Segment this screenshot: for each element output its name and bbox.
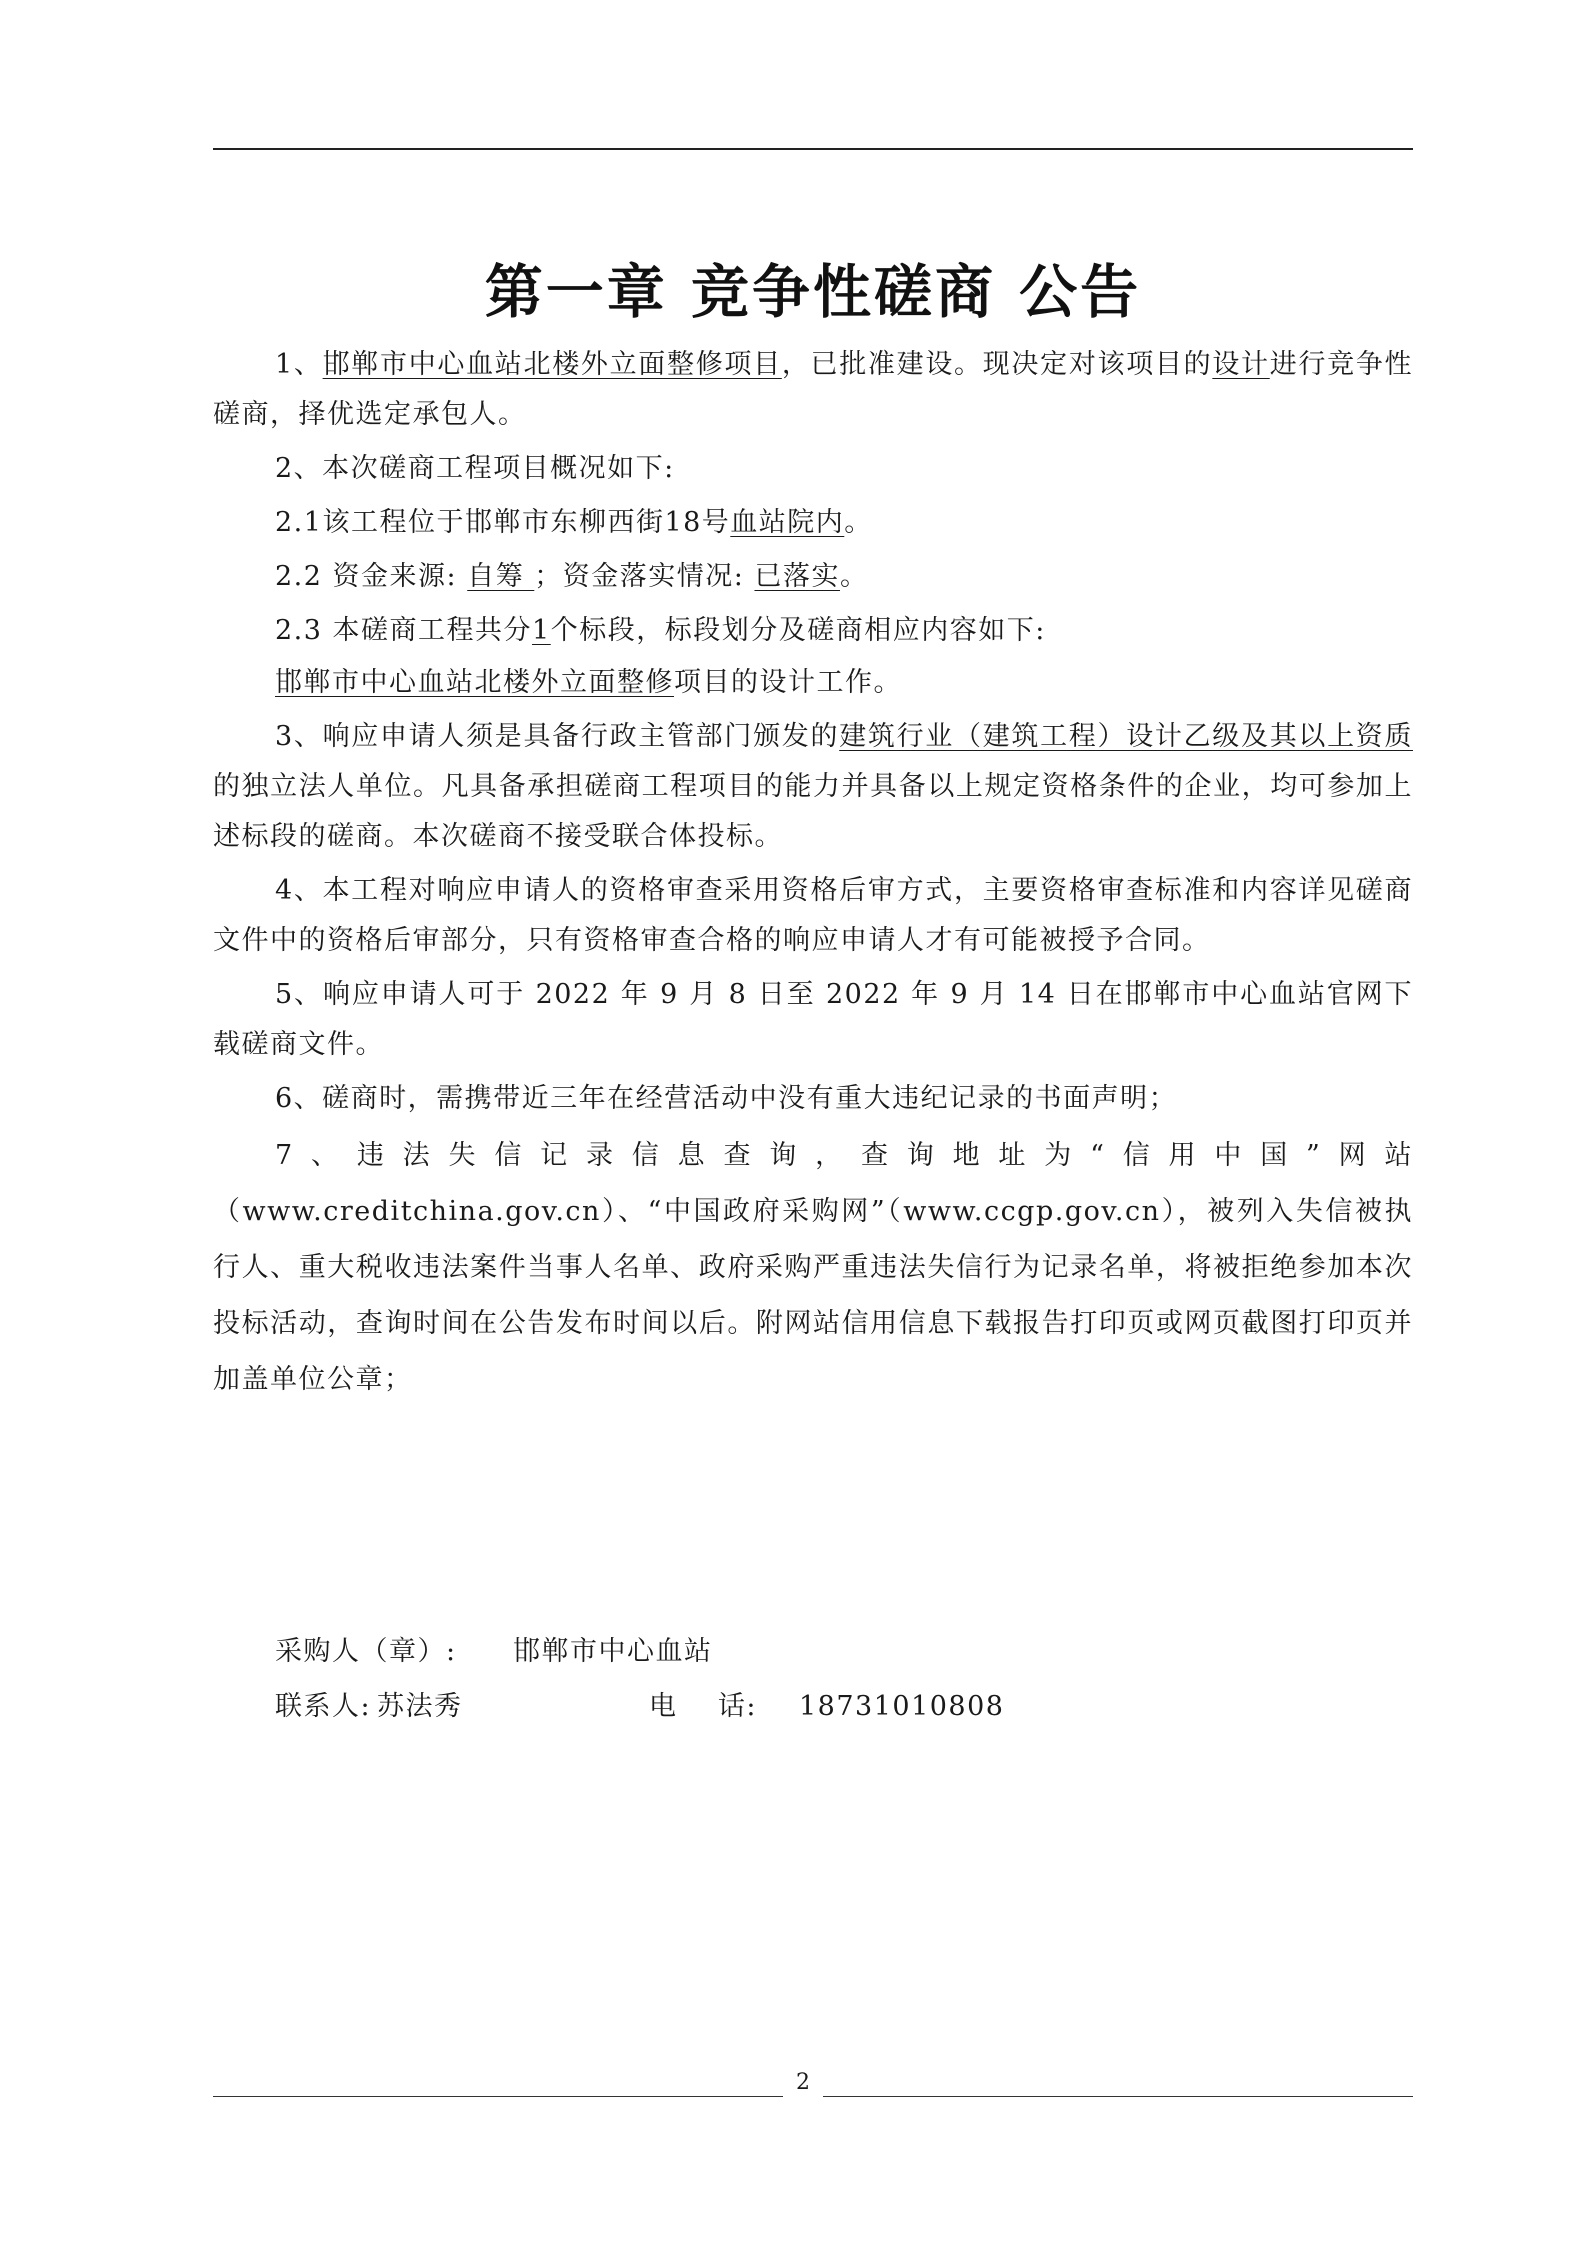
paragraph-3: 3、响应申请人须是具备行政主管部门颁发的建筑行业（建筑工程）设计乙级及其以上资质的独立法人单位。凡具备承担磋商工程项目的能力并具备以上规定资格条件的企业，均可参加上述标段的磋商。本次磋商不接受联合体投标。 [213, 721, 1413, 852]
fund-source: 自筹 [467, 561, 535, 592]
paragraph-2-1: 2.1该工程位于邯郸市东柳西街18号血站院内。 [275, 507, 873, 538]
announcement-body [213, 340, 1413, 1408]
purchaser-line [275, 1628, 713, 1676]
fund-status: 已落实 [754, 561, 840, 592]
contact-name: 苏法秀 [377, 1691, 463, 1722]
paragraph-2-4: 邯郸市中心血站北楼外立面整修项目的设计工作。 [275, 667, 902, 698]
project-name: 邯郸市中心血站北楼外立面整修项目 [322, 349, 782, 380]
qualification-requirement: 建筑行业（建筑工程）设计乙级及其以上资质 [839, 721, 1413, 752]
paragraph-2-3: 2.3 本磋商工程共分1个标段，标段划分及磋商相应内容如下: [275, 615, 1046, 646]
contact-label: 联系人: [275, 1691, 372, 1722]
paragraph-5: 5、响应申请人可于 2022 年 9 月 8 日至 2022 年 9 月 14 日在邯郸市中心血站官网下载磋商文件。 [213, 979, 1413, 1060]
section-content: 邯郸市中心血站北楼外立面整修 [275, 667, 674, 698]
footer-rule-right [823, 2096, 1413, 2097]
purchaser-label: 采购人（章）: [275, 1636, 457, 1667]
contact-line [275, 1683, 1004, 1731]
project-location: 血站院内 [730, 507, 845, 538]
phone-number: 18731010808 [799, 1691, 1005, 1722]
section-count: 1 [532, 615, 551, 646]
paragraph-4: 4、本工程对响应申请人的资格审查采用资格后审方式，主要资格审查标准和内容详见磋商文件中的资格后审部分，只有资格审查合格的响应申请人才有可能被授予合同。 [213, 875, 1413, 956]
purchaser-value: 邯郸市中心血站 [513, 1636, 713, 1667]
phone-label: 电 话: [649, 1691, 757, 1722]
header-rule [213, 148, 1413, 150]
page-number: 2 [796, 2070, 810, 2095]
project-scope: 设计 [1212, 349, 1270, 380]
page-title: 第一章 竞争性磋商 公告 [484, 258, 1142, 326]
paragraph-7: 7、违法失信记录信息查询，查询地址为“信用中国”网站（www.creditchina.gov.cn）、“中国政府采购网”（www.ccgp.gov.cn），被列入失信被执行人、重大税收违法案件当事人名单、政府采购严重违法失信行为记录名单，将被拒绝参加本次投标活动，查询时间在公告发布时间以后。附网站信用信息下载报告打印页或网页截图打印页并加盖单位公章； [213, 1140, 1413, 1395]
paragraph-2-2: 2.2 资金来源: 自筹 ；资金落实情况: 已落实。 [275, 561, 869, 592]
paragraph-1: 1、邯郸市中心血站北楼外立面整修项目，已批准建设。现决定对该项目的设计进行竞争性磋商，择优选定承包人。 [213, 349, 1414, 430]
footer-rule-left [213, 2096, 783, 2097]
paragraph-2: 2、本次磋商工程项目概况如下: [275, 453, 675, 484]
paragraph-6: 6、磋商时，需携带近三年在经营活动中没有重大违纪记录的书面声明； [275, 1083, 1178, 1114]
